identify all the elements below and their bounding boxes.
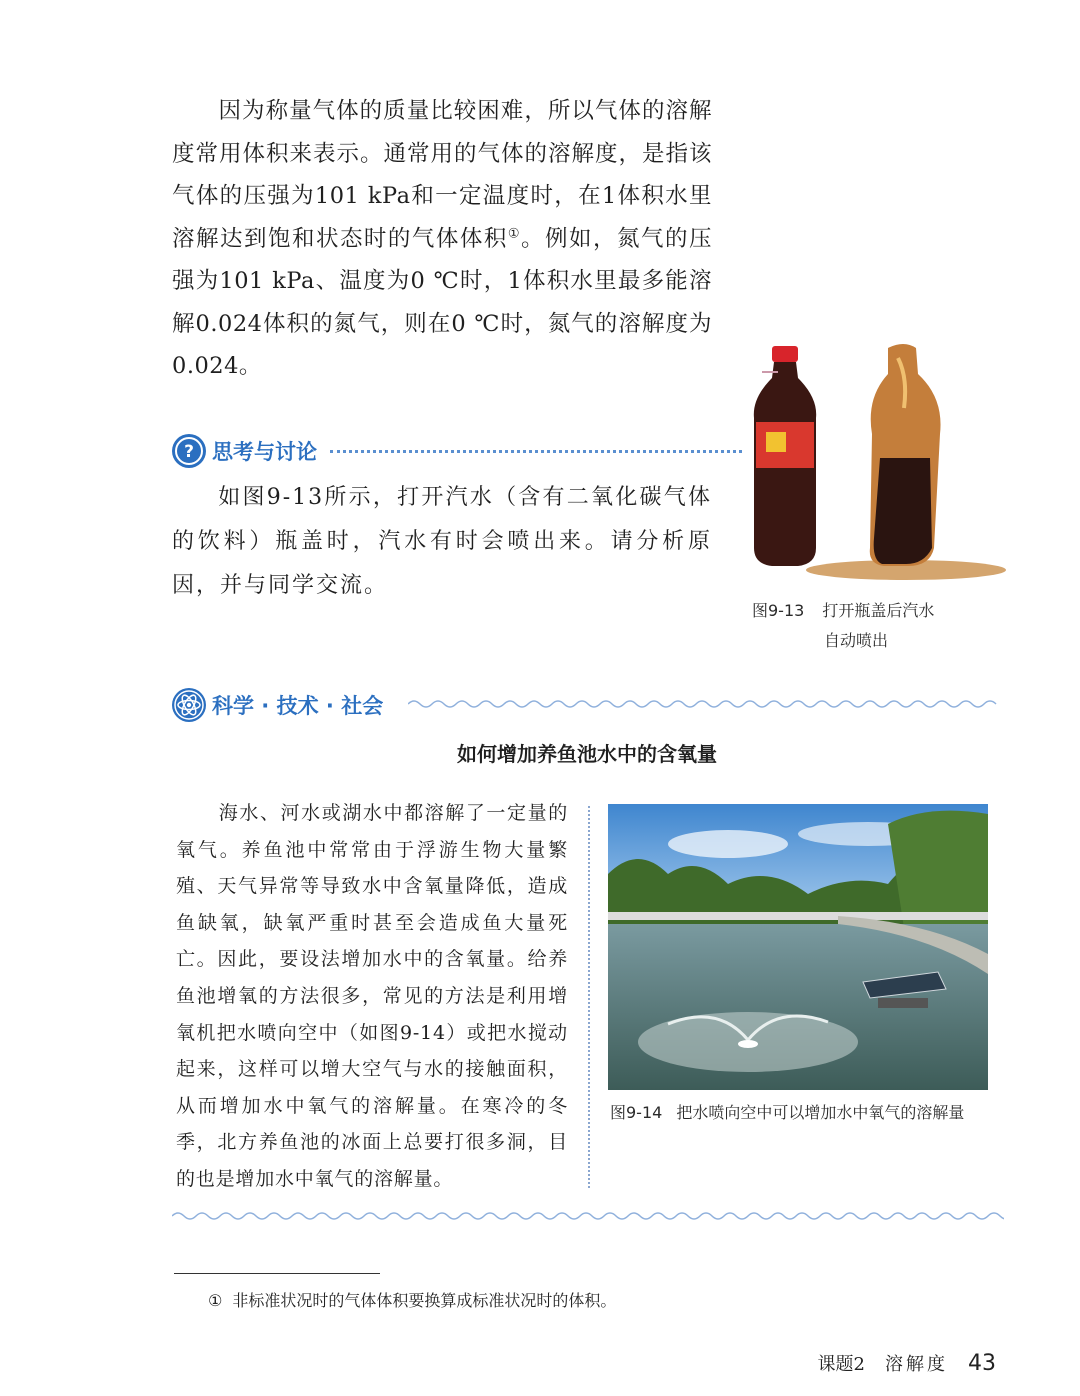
think-discuss-title: 思考与讨论 [212, 440, 317, 464]
sts-text: 海水、河水或湖水中都溶解了一定量的氧气。养鱼池中常常由于浮游生物大量繁殖、天气异常等导致水中含氧量降低，造成鱼缺氧，缺氧严重时甚至会造成鱼大量死亡。因此，要设法增加水中的含氧量。给养鱼池增氧的方法很多，常见的方法是利用增氧机把水喷向空中（如图9-14）或把水搅动起来，这样可以增大空气与水的接触面积，从而增加水中氧气的溶解量。在寒冷的冬季，北方养鱼池的冰面上总要打很多洞，目的也是增加水中氧气的溶解量。 [176, 802, 568, 1190]
question-icon [172, 434, 206, 468]
think-text: 如图9-13所示，打开汽水（含有二氧化碳气体的饮料）瓶盖时，汽水有时会喷出来。请分析原因，并与同学交流。 [172, 485, 712, 598]
footnote-mark: ① [208, 1291, 223, 1310]
figure-9-13-caption [752, 596, 992, 656]
page-footer [818, 1350, 996, 1376]
svg-text:?: ? [184, 442, 194, 462]
sts-bottom-wave [172, 1210, 1004, 1222]
footnote-text: 非标准状况时的气体体积要换算成标准状况时的体积。 [232, 1291, 617, 1310]
sts-title: 科学 · 技术 · 社会 [212, 694, 384, 718]
footnote-rule [174, 1273, 380, 1274]
article-title: 如何增加养鱼池水中的含氧量 [457, 742, 717, 766]
footnote [208, 1288, 616, 1311]
think-paragraph [172, 476, 712, 608]
column-divider [588, 806, 590, 1188]
sts-paragraph [176, 795, 568, 1198]
intro-paragraph [172, 90, 712, 388]
soda-bottles-photo [748, 338, 1008, 584]
footer-title: 溶解度 [885, 1354, 948, 1375]
figure-9-13-caption-line1: 打开瓶盖后汽水 [822, 601, 935, 620]
intro-text: 因为称量气体的质量比较困难，所以气体的溶解度常用体积来表示。通常用的气体的溶解度，是指该气体的压强为101 kPa和一定温度时，在1体积水里溶解达到饱和状态时的气体体积 [172, 98, 712, 252]
footnote-reference[interactable]: ① [507, 226, 522, 241]
figure-9-13-caption-line2: 自动喷出 [824, 631, 889, 650]
think-divider [330, 450, 742, 453]
sts-wave-divider [408, 698, 1004, 710]
intro-text-continued: 。例如，氮气的压强为101 kPa、温度为0 ℃时，1体积水里最多能溶解0.024体积的氮气，则在0 ℃时，氮气的溶解度为0.024。 [172, 225, 712, 379]
figure-9-13-label: 图9-13 [752, 601, 805, 620]
footer-chapter: 课题2 [817, 1354, 865, 1375]
atom-icon [172, 688, 206, 722]
page-number: 43 [968, 1351, 996, 1376]
fish-pond-photo [608, 804, 988, 1090]
sts-header [172, 688, 383, 722]
figure-9-14-label: 图9-14 [610, 1103, 663, 1122]
figure-9-14-caption [610, 1098, 1010, 1128]
think-discuss-header [172, 434, 317, 468]
figure-9-14-caption-text: 把水喷向空中可以增加水中氧气的溶解量 [676, 1103, 965, 1122]
